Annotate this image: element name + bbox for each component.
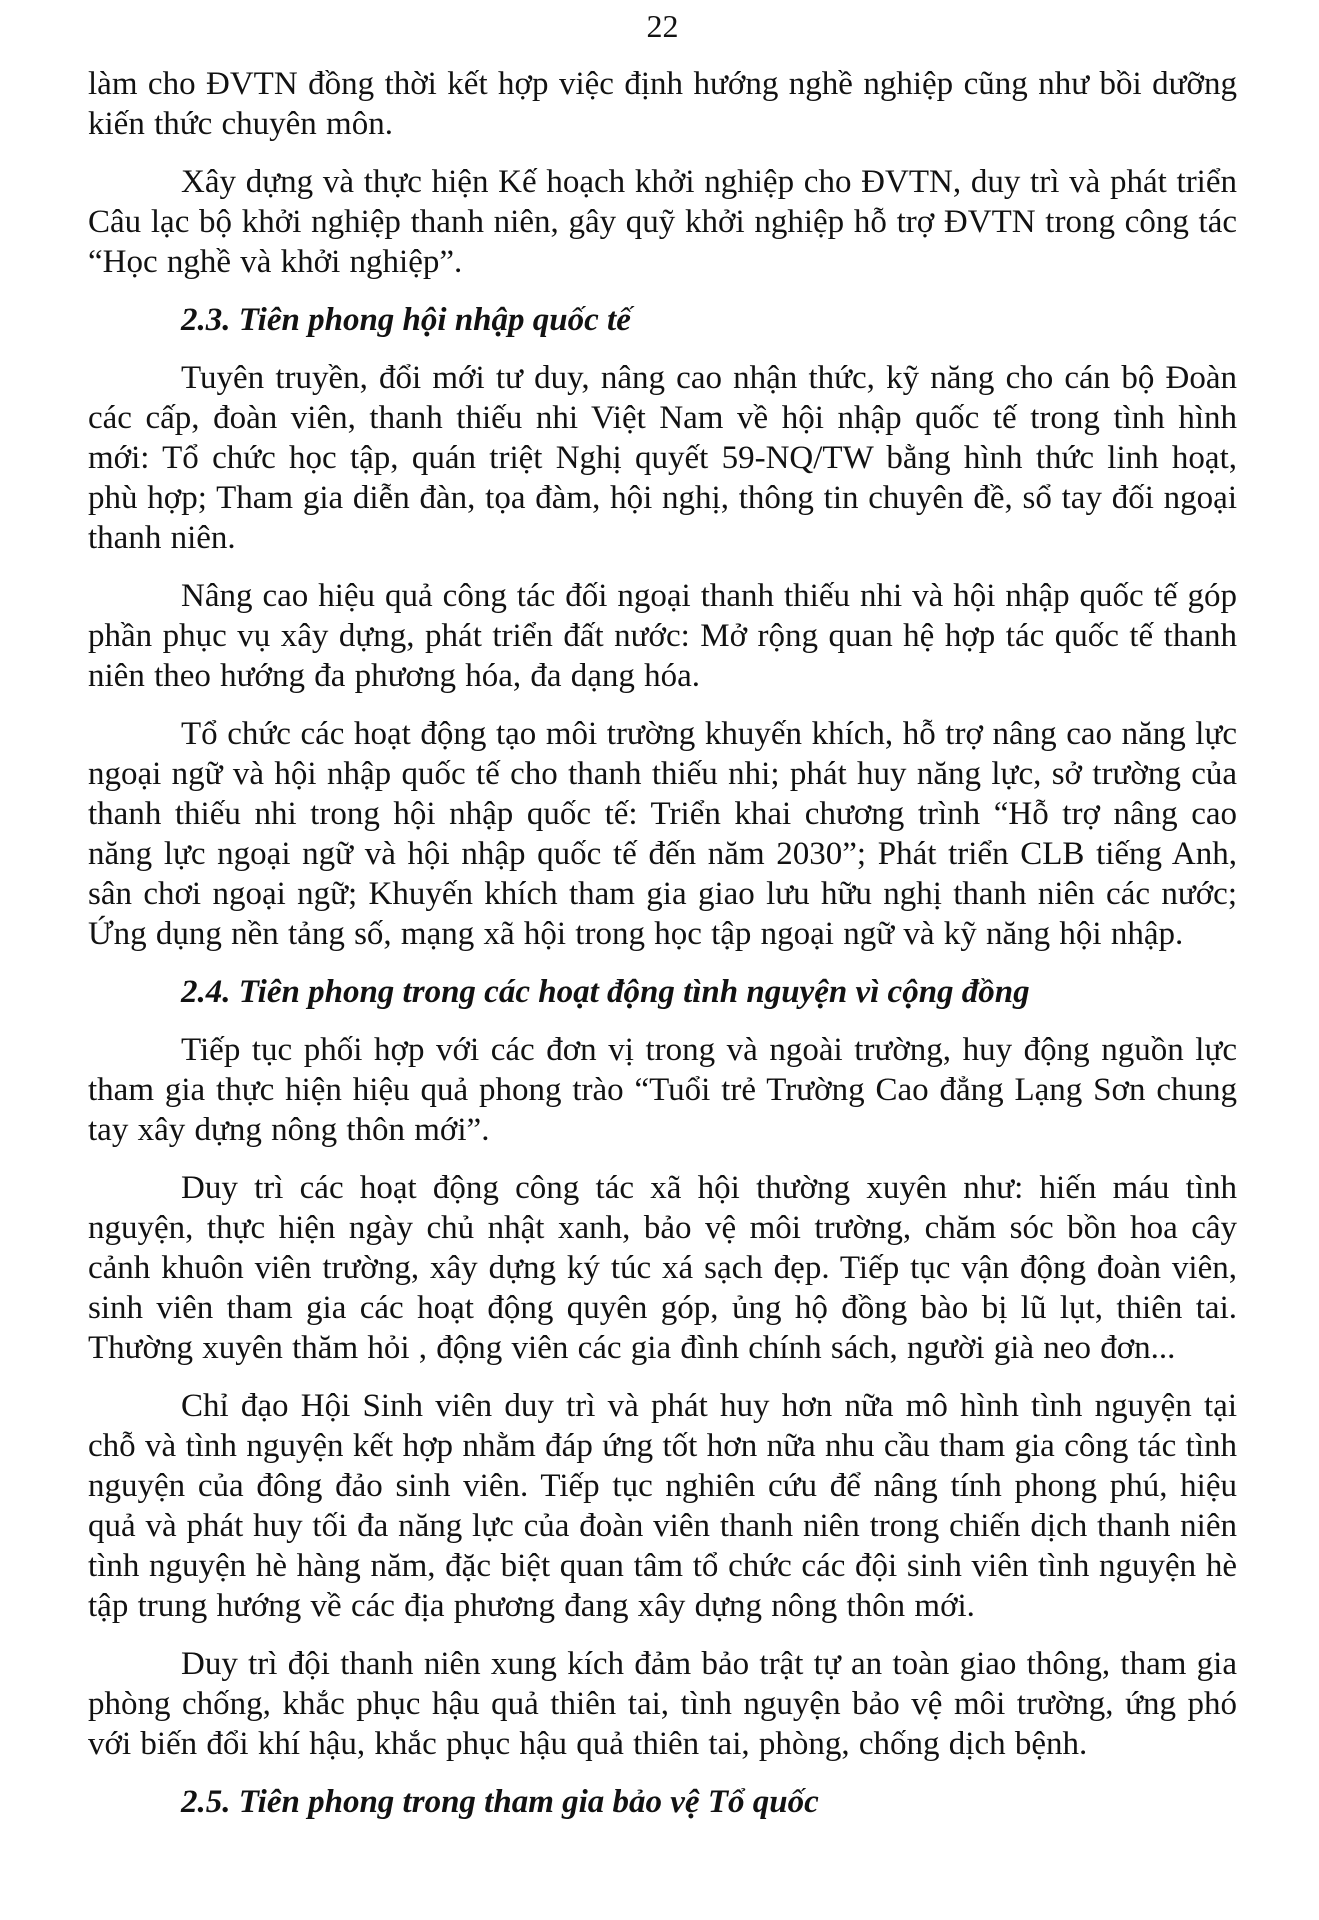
paragraph: Tuyên truyền, đổi mới tư duy, nâng cao nhận thức, kỹ năng cho cán bộ Đoàn các cấp, đoàn viên, thanh thiếu nhi Việt Nam về hội nhập quốc tế trong tình hình mới: Tổ chức học tập, quán triệt Nghị quyết 59-NQ/TW bằng hình thức linh hoạt, phù hợp; Tham gia diễn đàn, tọa đàm, hội nghị, thông tin chuyên đề, sổ tay đối ngoại thanh niên. xyxy=(88,360,1237,556)
section-heading-2-5: 2.5. Tiên phong trong tham gia bảo vệ Tổ quốc xyxy=(181,1784,819,1820)
paragraph: Tiếp tục phối hợp với các đơn vị trong và ngoài trường, huy động nguồn lực tham gia thực hiện hiệu quả phong trào “Tuổi trẻ Trường Cao đẳng Lạng Sơn chung tay xây dựng nông thôn mới”. xyxy=(88,1032,1237,1148)
page-number: 22 xyxy=(646,8,679,44)
section-heading-2-4: 2.4. Tiên phong trong các hoạt động tình nguyện vì cộng đồng xyxy=(181,974,1030,1010)
paragraph-continuation: làm cho ĐVTN đồng thời kết hợp việc định hướng nghề nghiệp cũng như bồi dưỡng kiến thức chuyên môn. xyxy=(88,66,1237,142)
paragraph: Duy trì các hoạt động công tác xã hội thường xuyên như: hiến máu tình nguyện, thực hiện ngày chủ nhật xanh, bảo vệ môi trường, chăm sóc bồn hoa cây cảnh khuôn viên trường, xây dựng ký túc xá sạch đẹp. Tiếp tục vận động đoàn viên, sinh viên tham gia các hoạt động quyên góp, ủng hộ đồng bào bị lũ lụt, thiên tai. Thường xuyên thăm hỏi , động viên các gia đình chính sách, người già neo đơn... xyxy=(88,1170,1237,1366)
paragraph: Duy trì đội thanh niên xung kích đảm bảo trật tự an toàn giao thông, tham gia phòng chống, khắc phục hậu quả thiên tai, tình nguyện bảo vệ môi trường, ứng phó với biến đổi khí hậu, khắc phục hậu quả thiên tai, phòng, chống dịch bệnh. xyxy=(88,1646,1237,1762)
paragraph: Nâng cao hiệu quả công tác đối ngoại thanh thiếu nhi và hội nhập quốc tế góp phần phục vụ xây dựng, phát triển đất nước: Mở rộng quan hệ hợp tác quốc tế thanh niên theo hướng đa phương hóa, đa dạng hóa. xyxy=(88,578,1237,694)
paragraph: Xây dựng và thực hiện Kế hoạch khởi nghiệp cho ĐVTN, duy trì và phát triển Câu lạc bộ khởi nghiệp thanh niên, gây quỹ khởi nghiệp hỗ trợ ĐVTN trong công tác “Học nghề và khởi nghiệp”. xyxy=(88,164,1237,280)
section-heading-2-3: 2.3. Tiên phong hội nhập quốc tế xyxy=(181,302,631,338)
paragraph: Tổ chức các hoạt động tạo môi trường khuyến khích, hỗ trợ nâng cao năng lực ngoại ngữ và hội nhập quốc tế cho thanh thiếu nhi; phát huy năng lực, sở trường của thanh thiếu nhi trong hội nhập quốc tế: Triển khai chương trình “Hỗ trợ nâng cao năng lực ngoại ngữ và hội nhập quốc tế đến năm 2030”; Phát triển CLB tiếng Anh, sân chơi ngoại ngữ; Khuyến khích tham gia giao lưu hữu nghị thanh niên các nước; Ứng dụng nền tảng số, mạng xã hội trong học tập ngoại ngữ và kỹ năng hội nhập. xyxy=(88,716,1237,952)
paragraph: Chỉ đạo Hội Sinh viên duy trì và phát huy hơn nữa mô hình tình nguyện tại chỗ và tình nguyện kết hợp nhằm đáp ứng tốt hơn nữa nhu cầu tham gia công tác tình nguyện của đông đảo sinh viên. Tiếp tục nghiên cứu để nâng tính phong phú, hiệu quả và phát huy tối đa năng lực của đoàn viên thanh niên trong chiến dịch thanh niên tình nguyện hè hàng năm, đặc biệt quan tâm tổ chức các đội sinh viên tình nguyện hè tập trung hướng về các địa phương đang xây dựng nông thôn mới. xyxy=(88,1388,1237,1624)
